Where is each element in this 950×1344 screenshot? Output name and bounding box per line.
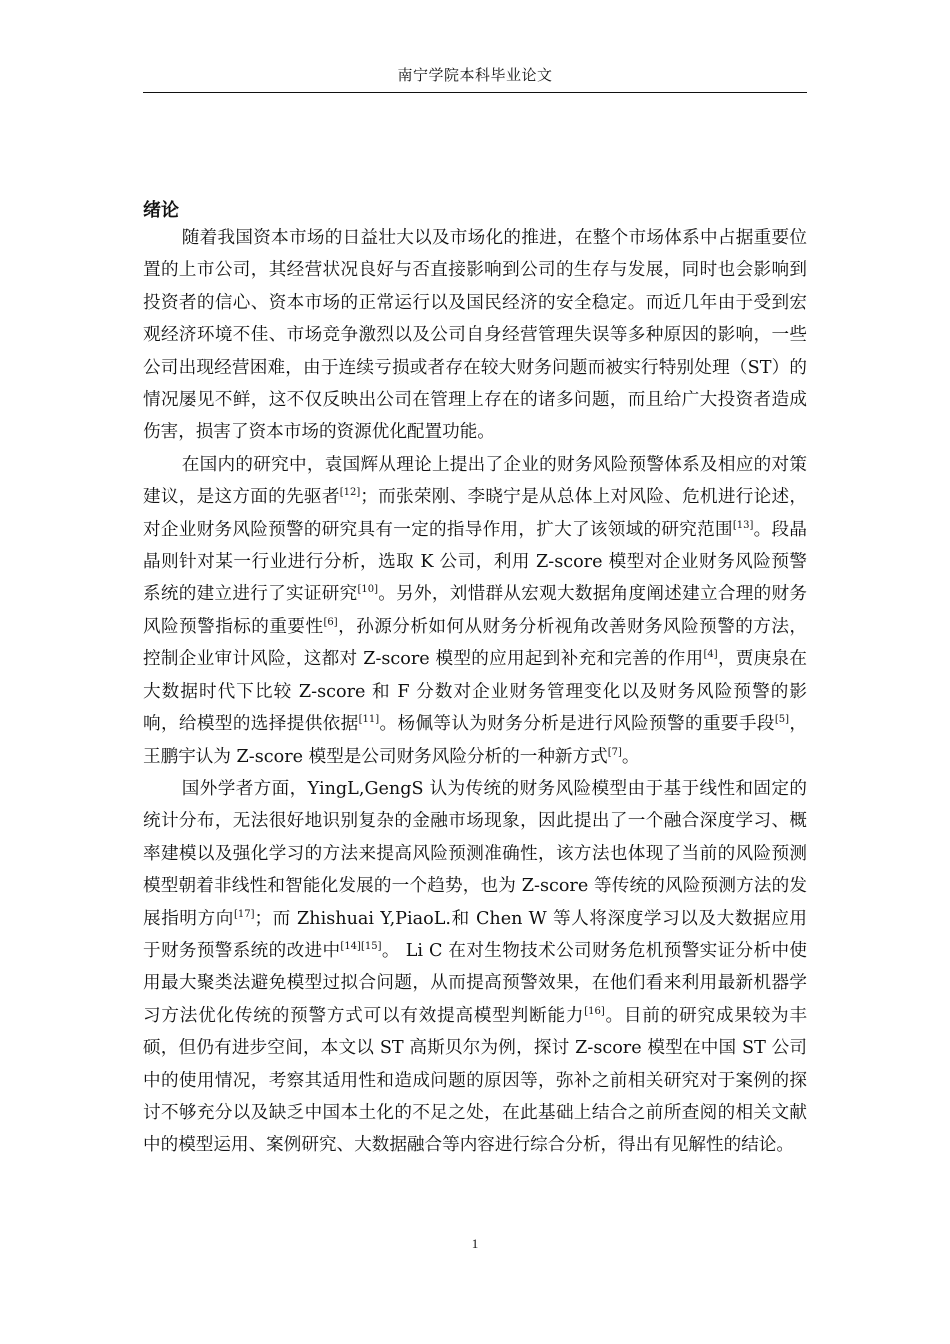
paragraph-2-text: 。杨佩等认为财务分析是进行风险预警的重要手段 bbox=[379, 714, 775, 735]
citation: [4] bbox=[703, 649, 718, 661]
citation: [17] bbox=[233, 908, 255, 920]
paragraph-2 bbox=[143, 449, 807, 773]
citation: [16] bbox=[584, 1005, 605, 1017]
paragraph-2-text: ，贾庚泉在大数据时代下比较 Z-score 和 F 分数对企业财务管理变化以及财务风险预警的影响，给模型的选择提供依据 bbox=[143, 649, 807, 735]
citation: [5] bbox=[774, 714, 789, 726]
page-number: 1 bbox=[471, 1236, 479, 1251]
citation: [7] bbox=[607, 746, 622, 758]
paragraph-2-text: 。 bbox=[621, 746, 640, 767]
paragraph-2-text: ；而张荣刚、李晓宁是从总体上对风险、危机进行论述，对企业财务风险预警的研究具有一定的指导作用，扩大了该领域的研究范围 bbox=[143, 487, 807, 540]
citation: [10] bbox=[357, 584, 379, 596]
body-text bbox=[143, 222, 807, 1162]
paragraph-2-text: 。另外，刘惜群从宏观大数据角度阐述建立合理的财务风险预警指标的重要性 bbox=[143, 584, 807, 637]
paragraph-2-text: ，孙源分析如何从财务分析视角改善财务风险预警的方法，控制企业审计风险，这都对 Z-score 模型的应用起到补充和完善的作用 bbox=[143, 616, 807, 670]
citation: [12] bbox=[339, 487, 361, 499]
citation: [11] bbox=[358, 714, 380, 726]
paragraph-2-text: 在国内的研究中，袁国辉从理论上提出了企业的财务风险预警体系及相应的对策建议，是这方面的先驱者 bbox=[143, 454, 807, 508]
citation: [13] bbox=[732, 519, 754, 531]
running-header: 南宁学院本科毕业论文 bbox=[397, 66, 553, 84]
paragraph-3-text: 。目前的研究成果较为丰硕，但仍有进步空间，本文以 ST 高斯贝尔为例，探讨 Z-score 模型在中国 ST 公司中的使用情况，考察其适用性和造成问题的原因等，弥补之前相关研究对于案例的探讨不够充分以及缺乏中国本土化的不足之处，在此基础上结合之前所查阅的相关文献中的模型运用、案例研究、大数据融合等内容进行综合分析，得出有见解性的结论。 bbox=[143, 1005, 807, 1156]
paragraph-3-text: ；而 Zhishuai Y,PiaoL.和 Chen W 等人将深度学习以及大数据应用于财务预警系统的改进中 bbox=[143, 908, 807, 961]
paragraph-3 bbox=[143, 773, 807, 1162]
citation: [14][15] bbox=[340, 940, 382, 952]
paragraph-1: 随着我国资本市场的日益壮大以及市场化的推进，在整个市场体系中占据重要位置的上市公司，其经营状况良好与否直接影响到公司的生存与发展，同时也会影响到投资者的信心、资本市场的正常运行以及国民经济的安全稳定。而近几年由于受到宏观经济环境不佳、市场竞争激烈以及公司自身经营管理失误等多种原因的影响，一些公司出现经营困难，由于连续亏损或者存在较大财务问题而被实行特别处理（ST）的情况屡见不鲜，这不仅反映出公司在管理上存在的诸多问题，而且给广大投资者造成伤害，损害了资本市场的资源优化配置功能。 bbox=[143, 228, 807, 443]
citation: [6] bbox=[323, 616, 338, 628]
header-divider bbox=[143, 92, 807, 93]
paragraph-3-text: 。 Li C 在对生物技术公司财务危机预警实证分析中使用最大聚类法避免模型过拟合问题，从而提高预警效果，在他们看来利用最新机器学习方法优化传统的预警方式可以有效提高模型判断能力 bbox=[143, 940, 807, 1026]
paragraph-2-text: 。段晶晶则针对某一行业进行分析，选取 K 公司，利用 Z-score 模型对企业财务风险预警系统的建立进行了实证研究 bbox=[143, 519, 807, 605]
paragraph-3-text: 国外学者方面，YingL,GengS 认为传统的财务风险模型由于基于线性和固定的统计分布，无法很好地识别复杂的金融市场现象，因此提出了一个融合深度学习、概率建模以及强化学习的方法来提高风险预测准确性，该方法也体现了当前的风险预测模型朝着非线性和智能化发展的一个趋势，也为 Z-score 等传统的风险预测方法的发展指明方向 bbox=[143, 778, 807, 929]
section-heading: 绪论 bbox=[143, 200, 179, 221]
paragraph-2-text: ，王鹏宇认为 Z-score 模型是公司财务风险分析的一种新方式 bbox=[143, 714, 807, 767]
